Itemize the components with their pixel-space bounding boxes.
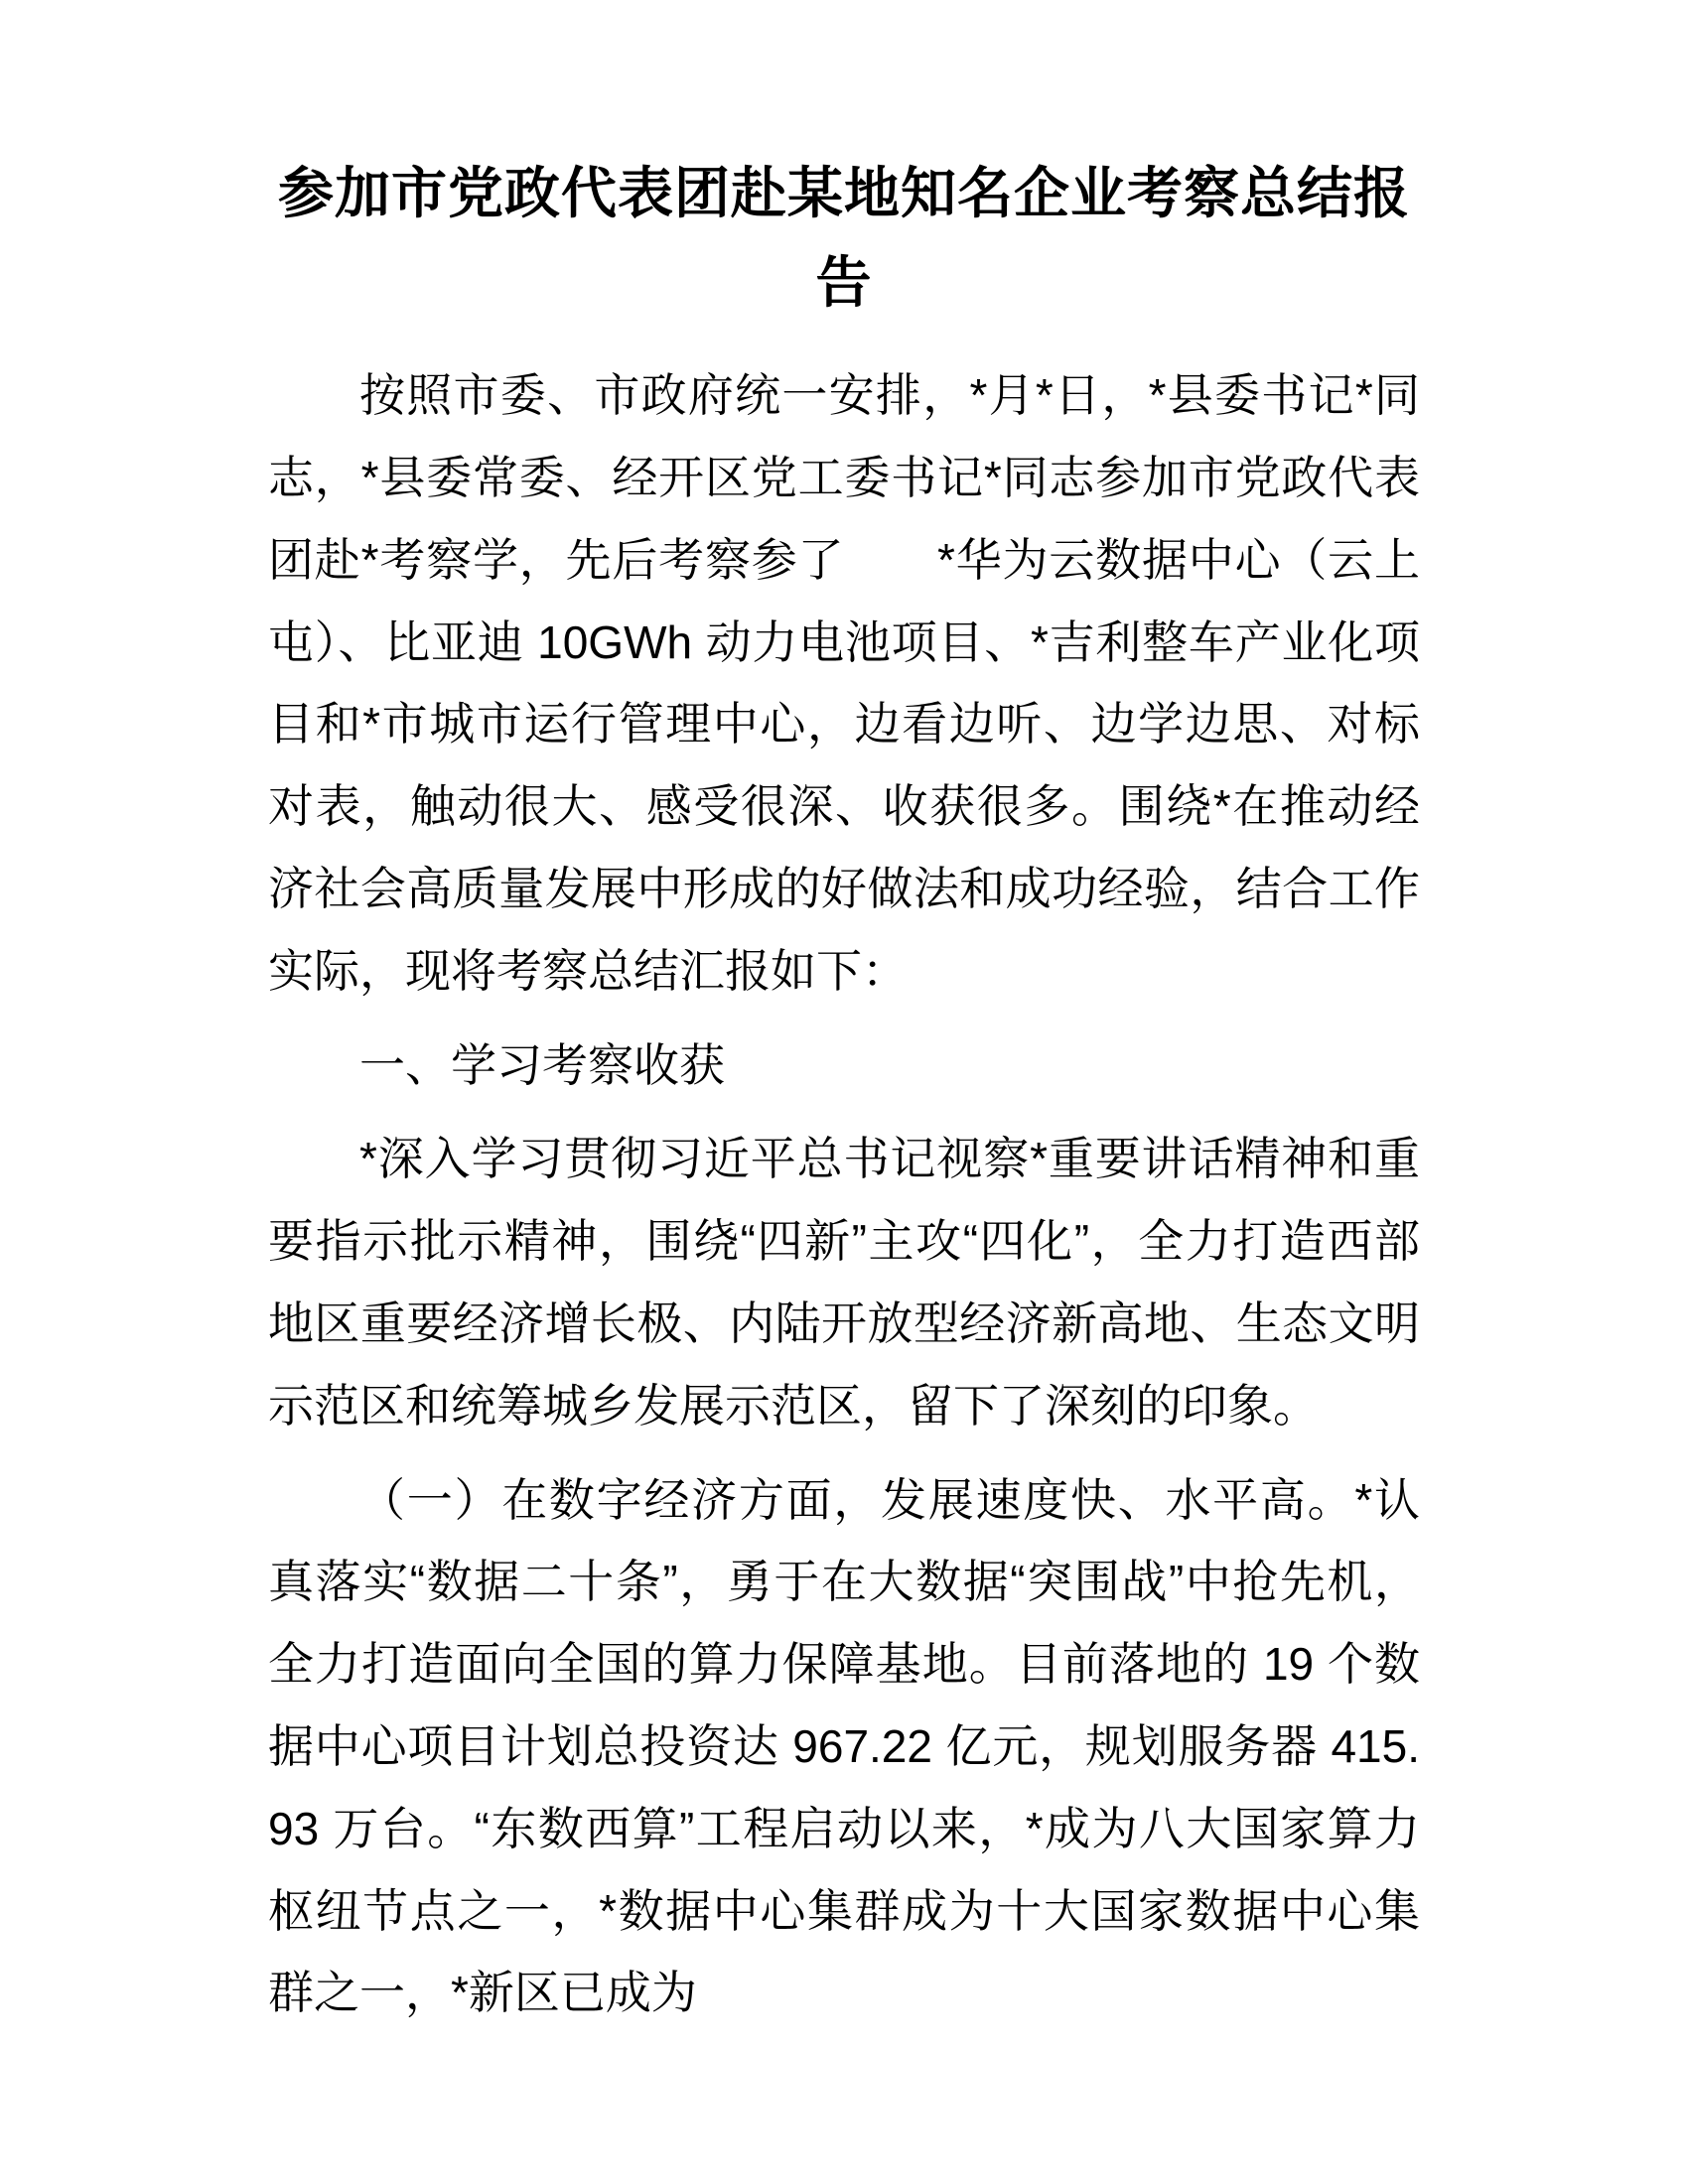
section-1-summary-paragraph: *深入学习贯彻习近平总书记视察*重要讲话精神和重要指示批示精神，围绕“四新”主攻“四化”，全力打造西部地区重要经济增长极、内陆开放型经济新高地、生态文明示范区和统筹城乡发展示范区，留下了深刻的印象。 xyxy=(268,1133,1420,1432)
subsection-1-digital-economy-paragraph: （一）在数字经济方面，发展速度快、水平高。*认真落实“数据二十条”，勇于在大数据“突围战”中抢先机，全力打造面向全国的算力保障基地。目前落地的 19 个数据中心项目计划总投资达 967.22 亿元，规划服务器 415.93 万台。“东数西算”工程启动以来，*成为八大国家算力枢纽节点之一，*数据中心集群成为十大国家数据中心集群之一，*新区已成为 xyxy=(268,1473,1420,2019)
intro-paragraph: 按照市委、市政府统一安排，*月*日，*县委书记*同志，*县委常委、经开区党工委书记*同志参加市党政代表团赴*考察学，先后考察参了 *华为云数据中心（云上屯）、比亚迪 10GWh 动力电池项目、*吉利整车产业化项目和*市城市运行管理中心，边看边听、边学边思、对标对表，触动很大、感受很深、收获很多。围绕*在推动经济社会高质量发展中形成的好做法和成功经验，结合工作实际，现将考察总结汇报如下： xyxy=(268,369,1420,997)
section-heading-1: 一、学习考察收获 xyxy=(359,1038,725,1091)
document-title: 参加市党政代表团赴某地知名企业考察总结报告 xyxy=(278,162,1410,314)
